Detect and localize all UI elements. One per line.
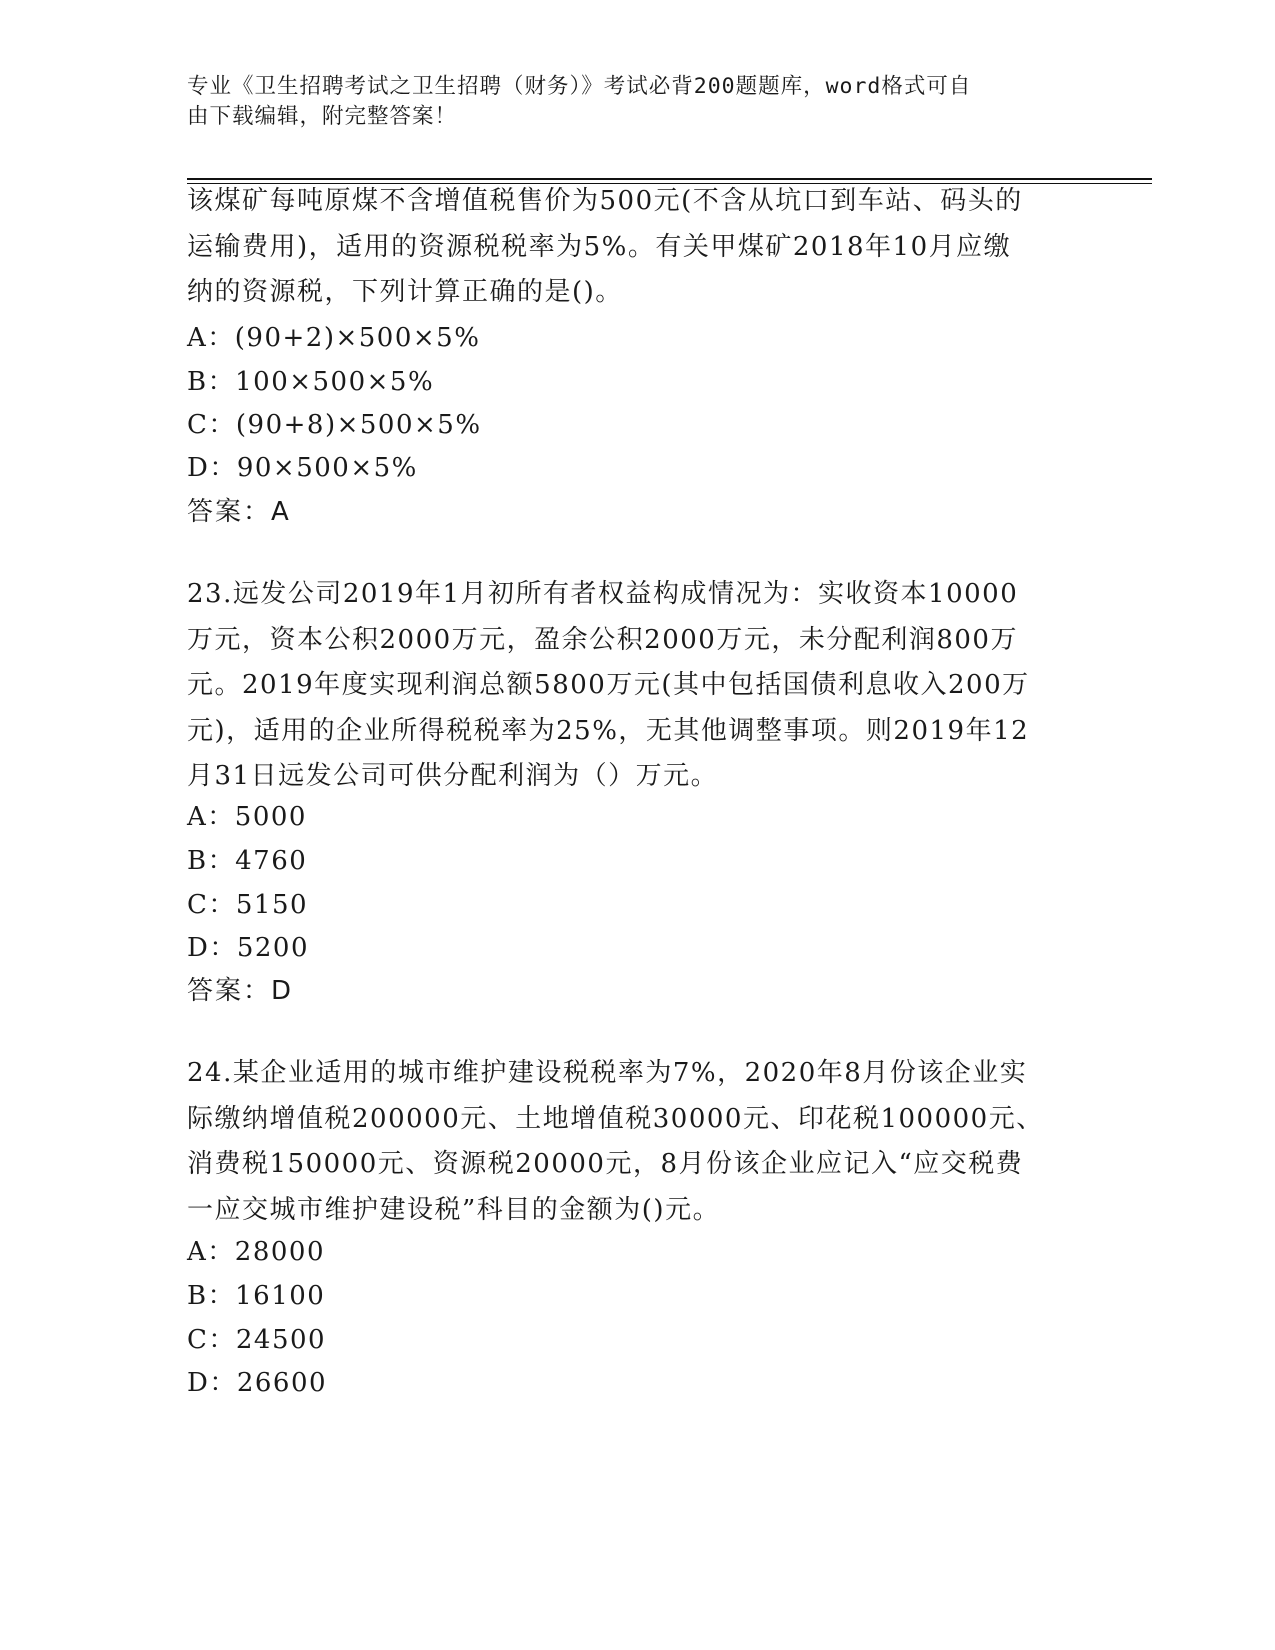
header-line-2: 由下载编辑，附完整答案！ bbox=[187, 104, 458, 129]
q24-option-b: B：16100 bbox=[187, 1281, 326, 1311]
question-24-text bbox=[187, 1051, 1087, 1233]
q24-option-c: C：24500 bbox=[187, 1325, 327, 1355]
question-line: 23.远发公司2019年1月初所有者权益构成情况为：实收资本10000 bbox=[187, 579, 1019, 609]
q22-option-d: D：90×500×5% bbox=[187, 453, 418, 483]
q24-option-d: D：26600 bbox=[187, 1368, 328, 1398]
question-line: 纳的资源税，下列计算正确的是()。 bbox=[187, 277, 623, 307]
q22-answer: 答案：A bbox=[187, 497, 291, 527]
q23-option-a: A：5000 bbox=[187, 802, 307, 832]
question-line: 运输费用)，适用的资源税税率为5%。有关甲煤矿2018年10月应缴 bbox=[187, 231, 1012, 262]
document-header bbox=[187, 72, 1067, 132]
q23-option-c: C：5150 bbox=[187, 890, 309, 920]
q23-answer: 答案：D bbox=[187, 976, 294, 1006]
question-23-text bbox=[187, 572, 1087, 800]
question-line: 一应交城市维护建设税”科目的金额为()元。 bbox=[187, 1194, 721, 1225]
q24-option-a: A：28000 bbox=[187, 1237, 325, 1267]
question-line: 24.某企业适用的城市维护建设税税率为7%，2020年8月份该企业实 bbox=[187, 1058, 1028, 1088]
question-line: 万元，资本公积2000万元，盈余公积2000万元，未分配利润800万 bbox=[187, 624, 1018, 655]
question-line: 月31日远发公司可供分配利润为（）万元。 bbox=[187, 761, 719, 791]
q23-option-b: B：4760 bbox=[187, 846, 308, 876]
q22-option-c: C：(90+8)×500×5% bbox=[187, 410, 482, 440]
question-22-text bbox=[187, 179, 1087, 316]
question-line: 消费税150000元、资源税20000元，8月份该企业应记入“应交税费 bbox=[187, 1149, 1024, 1179]
q23-option-d: D：5200 bbox=[187, 933, 310, 963]
question-line: 际缴纳增值税200000元、土地增值税30000元、印花税100000元、 bbox=[187, 1103, 1044, 1134]
q22-option-b: B：100×500×5% bbox=[187, 367, 435, 397]
q22-option-a: A：(90+2)×500×5% bbox=[187, 323, 481, 353]
question-line: 元)，适用的企业所得税税率为25%，无其他调整事项。则2019年12 bbox=[187, 715, 1030, 746]
question-line: 元。2019年度实现利润总额5800万元(其中包括国债利息收入200万 bbox=[187, 670, 1030, 700]
header-line-1: 专业《卫生招聘考试之卫生招聘（财务）》考试必背200题题库，word格式可自 bbox=[187, 74, 972, 99]
question-line: 该煤矿每吨原煤不含增值税售价为500元(不含从坑口到车站、码头的 bbox=[187, 186, 1023, 216]
